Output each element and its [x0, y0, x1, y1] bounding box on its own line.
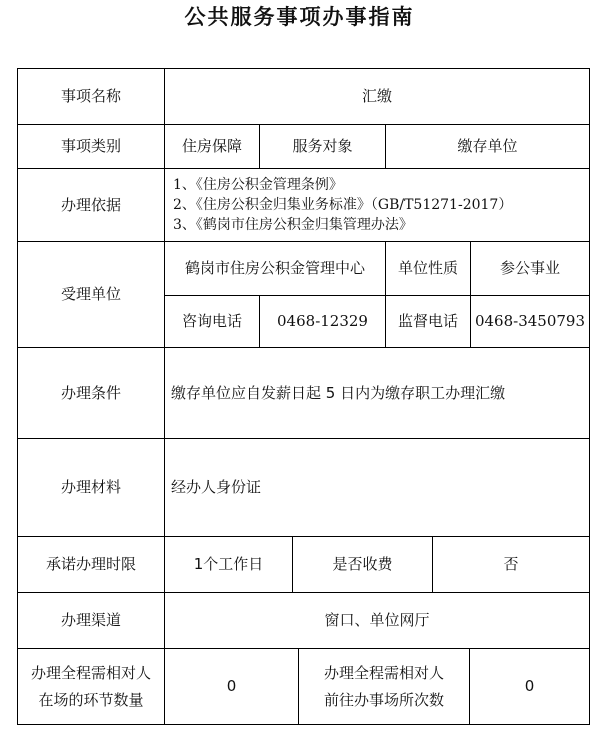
basis-item: 1、《住房公积金管理条例》 [173, 177, 343, 193]
presence-steps-label-line: 办理全程需相对人 [30, 663, 151, 682]
conditions-label: 办理条件 [17, 347, 165, 439]
consult-phone-label: 咨询电话 [164, 295, 260, 348]
consult-phone-value: 0468-12329 [259, 295, 386, 348]
category-value: 住房保障 [164, 124, 260, 169]
page-title: 公共服务事项办事指南 [184, 4, 415, 29]
fee-label: 是否收费 [292, 536, 433, 593]
basis-item: 2、《住房公积金归集业务标准》（GB/T51271-2017） [173, 197, 513, 213]
visit-count-label-line: 前往办事场所次数 [323, 690, 444, 709]
supervise-phone-value: 0468-3450793 [470, 295, 590, 348]
materials-label: 办理材料 [17, 438, 165, 537]
visit-count-label-line: 办理全程需相对人 [323, 663, 444, 682]
materials-value: 经办人身份证 [164, 438, 590, 537]
presence-steps-value: 0 [164, 648, 299, 725]
time-limit-label: 承诺办理时限 [17, 536, 165, 593]
channel-value: 窗口、单位网厅 [164, 592, 590, 649]
unit-nature-label: 单位性质 [385, 241, 471, 296]
visit-count-value: 0 [469, 648, 590, 725]
conditions-value: 缴存单位应自发薪日起 5 日内为缴存职工办理汇缴 [164, 347, 590, 439]
basis-list [164, 168, 590, 242]
item-name-label: 事项名称 [17, 68, 165, 125]
supervise-phone-label: 监督电话 [385, 295, 471, 348]
accepting-unit-label: 受理单位 [17, 241, 165, 348]
time-limit-value: 1个工作日 [164, 536, 293, 593]
category-label: 事项类别 [17, 124, 165, 169]
presence-steps-label [17, 648, 165, 725]
service-guide-table [17, 68, 590, 725]
basis-item: 3、《鹤岗市住房公积金归集管理办法》 [173, 217, 413, 233]
service-object-value: 缴存单位 [385, 124, 590, 169]
unit-nature-value: 参公事业 [470, 241, 590, 296]
service-object-label: 服务对象 [259, 124, 386, 169]
item-name-value: 汇缴 [164, 68, 590, 125]
accepting-unit-name: 鹤岗市住房公积金管理中心 [164, 241, 386, 296]
basis-label: 办理依据 [17, 168, 165, 242]
visit-count-label [298, 648, 470, 725]
channel-label: 办理渠道 [17, 592, 165, 649]
presence-steps-label-line: 在场的环节数量 [38, 690, 144, 709]
fee-value: 否 [432, 536, 590, 593]
